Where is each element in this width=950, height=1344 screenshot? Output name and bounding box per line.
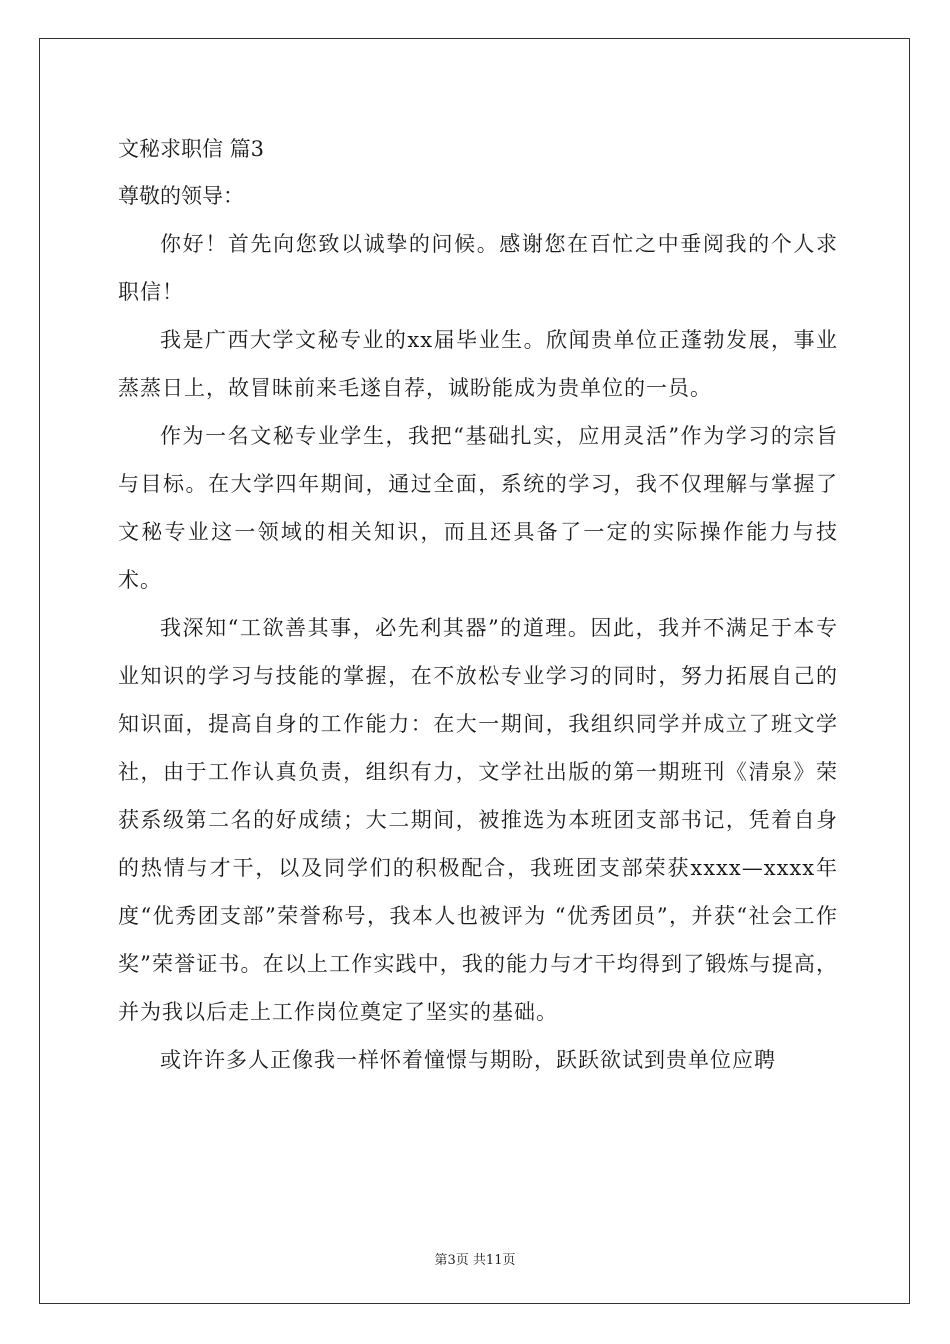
paragraph-study-goals: 作为一名文秘专业学生，我把“基础扎实，应用灵活”作为学习的宗旨与目标。在大学四年期间，通过全面，系统的学习，我不仅理解与掌握了文秘专业这一领域的相关知识，而且还具备了一定的实际操作能力与技术。 (118, 424, 838, 592)
paragraph-experience: 我深知“工欲善其事，必先利其器”的道理。因此，我并不满足于本专业知识的学习与技能的掌握，在不放松专业学习的同时，努力拓展自己的知识面，提高自身的工作能力：在大一期间，我组织同学并成立了班文学社，由于工作认真负责，组织有力，文学社出版的第一期班刊《清泉》荣获系级第二名的好成绩；大二期间，被推选为本班团支部书记，凭着自身的热情与才干，以及同学们的积极配合，我班团支部荣获xxxx—xxxx年度“优秀团支部”荣誉称号，我本人也被评为 “优秀团员”，并获“社会工作奖”荣誉证书。在以上工作实践中，我的能力与才干均得到了锻炼与提高，并为我以后走上工作岗位奠定了坚实的基础。 (118, 616, 838, 1024)
paragraph-closing-start: 或许许多人正像我一样怀着憧憬与期盼，跃跃欲试到贵单位应聘 (160, 1048, 776, 1072)
paragraph-introduction: 我是广西大学文秘专业的xx届毕业生。欣闻贵单位正蓬勃发展，事业蒸蒸日上，故冒昧前来毛遂自荐，诚盼能成为贵单位的一员。 (118, 328, 838, 400)
paragraph-greeting: 你好！首先向您致以诚挚的问候。感谢您在百忙之中垂阅我的个人求职信！ (118, 232, 838, 304)
document-title: 文秘求职信 篇3 (118, 137, 265, 161)
salutation: 尊敬的领导： (118, 184, 244, 208)
letter-body (118, 126, 838, 1084)
page-number-footer: 第3页 共11页 (434, 1253, 516, 1268)
